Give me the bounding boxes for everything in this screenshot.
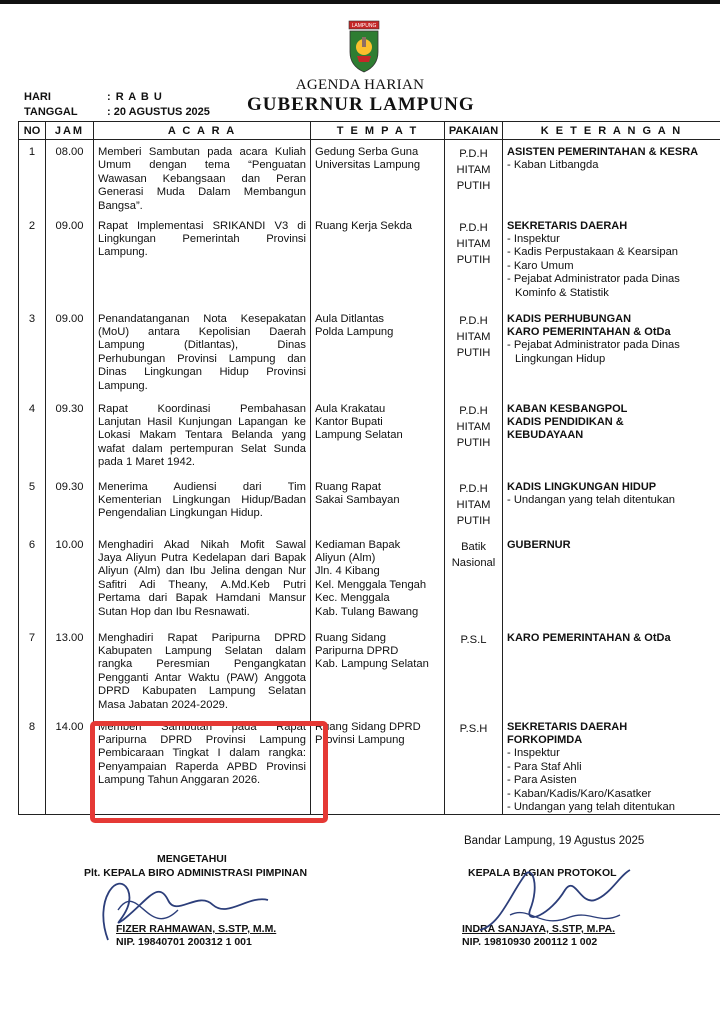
notes-official: KADIS PENDIDIKAN & bbox=[507, 415, 624, 428]
row-activity bbox=[94, 533, 311, 626]
attire-line: P.S.L bbox=[460, 633, 487, 646]
notes-official: SEKRETARIS DAERAH bbox=[507, 219, 628, 232]
attire-line: PUTIH bbox=[456, 346, 491, 359]
highlight-box bbox=[90, 721, 328, 823]
right-signatory-name: INDRA SANJAYA, S.STP, M.PA. bbox=[462, 923, 616, 935]
column-header-keterangan: K E T E R A N G A N bbox=[503, 122, 720, 140]
notes-item: - Pejabat Administrator pada Dinas bbox=[507, 339, 680, 352]
row-time: 09.00 bbox=[46, 307, 94, 397]
left-signature-icon bbox=[88, 860, 288, 950]
notes-item: - Undangan yang telah ditentukan bbox=[507, 493, 675, 506]
notes-official: FORKOPIMDA bbox=[507, 733, 583, 746]
row-number: 3 bbox=[19, 307, 46, 397]
row-time: 09.30 bbox=[46, 397, 94, 475]
attire-line: Nasional bbox=[451, 556, 496, 569]
activity-line: Pertama dari Bapak Hamdani Mansur bbox=[98, 592, 306, 605]
activity-line: Lampung (Ditlantas), Dinas bbox=[98, 339, 306, 352]
row-number: 4 bbox=[19, 397, 46, 475]
column-header-tempat: T E M P A T bbox=[311, 122, 445, 140]
location-line: Aula Ditlantas bbox=[315, 312, 385, 325]
notes-item: - Kadis Perpustakaan & Kearsipan bbox=[507, 246, 679, 259]
location-line: Kantor Bupati bbox=[315, 415, 383, 428]
activity-line: Rapat Implementasi SRIKANDI V3 di bbox=[98, 219, 306, 232]
agenda-table bbox=[18, 121, 720, 815]
right-signature-icon bbox=[470, 855, 650, 945]
attire-line: HITAM bbox=[456, 498, 491, 511]
table-row bbox=[19, 307, 720, 397]
attire-line: P.D.H bbox=[459, 221, 488, 234]
activity-line: Dinas Lingkungan Hidup Provinsi bbox=[98, 366, 306, 379]
row-activity bbox=[94, 397, 311, 475]
activity-line: Generasi Muda Dalam Membangun bbox=[98, 186, 306, 199]
notes-official: KADIS PERHUBUNGAN bbox=[507, 312, 632, 325]
notes-official: ASISTEN PEMERINTAHAN & KESRA bbox=[507, 146, 699, 158]
activity-line: Perhubungan Provinsi Lampung dan bbox=[98, 352, 306, 365]
activity-line: pada 1 Maret 1942. bbox=[98, 456, 196, 469]
location-line: Provinsi Lampung bbox=[315, 733, 405, 746]
row-attire bbox=[445, 214, 503, 307]
notes-official: GUBERNUR bbox=[507, 538, 571, 551]
row-notes bbox=[503, 397, 720, 475]
row-number: 2 bbox=[19, 214, 46, 307]
top-border bbox=[0, 0, 720, 4]
row-location bbox=[311, 214, 445, 307]
row-attire bbox=[445, 307, 503, 397]
row-notes bbox=[503, 533, 720, 626]
location-line: Ruang Sidang DPRD bbox=[315, 720, 421, 733]
activity-line: Bangsa”. bbox=[98, 199, 143, 212]
left-heading: MENGETAHUI bbox=[157, 853, 227, 865]
row-location bbox=[311, 533, 445, 626]
activity-line: Menerima Audiensi dari Tim bbox=[98, 480, 306, 493]
activity-line: Kabupaten Lampung Selatan dalam bbox=[98, 644, 306, 657]
row-attire bbox=[445, 140, 503, 214]
left-signatory-nip: NIP. 19840701 200312 1 001 bbox=[116, 936, 252, 948]
activity-line: Umum dengan tema “Penguatan bbox=[98, 159, 306, 172]
row-notes bbox=[503, 475, 720, 533]
attire-line: HITAM bbox=[456, 164, 491, 176]
attire-line: P.S.H bbox=[459, 722, 488, 735]
row-notes bbox=[503, 715, 720, 815]
activity-line: Menghadiri Akad Nikah Mofit Sawal bbox=[98, 538, 306, 551]
tanggal-value: : 20 AGUSTUS 2025 bbox=[107, 106, 210, 118]
table-row bbox=[19, 626, 720, 715]
activity-line: rangka Peresmian Pengangkatan bbox=[98, 658, 306, 671]
notes-official: KEBUDAYAAN bbox=[507, 429, 584, 442]
row-location bbox=[311, 307, 445, 397]
attire-line: PUTIH bbox=[456, 253, 491, 266]
activity-line: Lampung Tahun Anggaran 2026. bbox=[98, 774, 261, 787]
activity-line: Paripurna DPRD Provinsi Lampung bbox=[98, 733, 306, 746]
row-location bbox=[311, 397, 445, 475]
attire-line: PUTIH bbox=[456, 180, 491, 192]
notes-official: KADIS LINGKUNGAN HIDUP bbox=[507, 480, 657, 493]
row-activity bbox=[94, 626, 311, 715]
row-activity bbox=[94, 307, 311, 397]
row-time: 14.00 bbox=[46, 715, 94, 815]
activity-line: Wawasan Kebangsaan dan Peran bbox=[98, 172, 306, 185]
table-row bbox=[19, 475, 720, 533]
row-number: 6 bbox=[19, 533, 46, 626]
notes-official: KABAN KESBANGPOL bbox=[507, 402, 628, 415]
notes-item: - Inspektur bbox=[507, 232, 560, 245]
location-line: Ruang Sidang bbox=[315, 631, 386, 644]
row-attire bbox=[445, 533, 503, 626]
activity-line: Kementerian Lingkungan Hidup/Badan bbox=[98, 493, 306, 506]
notes-item: - Kaban/Kadis/Karo/Kasatker bbox=[507, 787, 652, 800]
row-location bbox=[311, 475, 445, 533]
row-attire bbox=[445, 715, 503, 815]
governor-title: GUBERNUR LAMPUNG bbox=[247, 94, 475, 115]
activity-line: DPRD Kabupaten Lampung Selatan bbox=[98, 685, 306, 698]
svg-text:LAMPUNG: LAMPUNG bbox=[351, 23, 377, 30]
row-time: 10.00 bbox=[46, 533, 94, 626]
row-notes bbox=[503, 307, 720, 397]
row-time: 13.00 bbox=[46, 626, 94, 715]
activity-line: Pengendalian Lingkungan Hidup. bbox=[98, 507, 263, 520]
activity-line: wafat dalam pertempuran Selat Sunda bbox=[98, 442, 306, 455]
row-time: 08.00 bbox=[46, 140, 94, 214]
table-row bbox=[19, 140, 720, 214]
hari-value: : R A B U bbox=[107, 91, 163, 103]
row-time: 09.00 bbox=[46, 214, 94, 307]
notes-item: - Inspektur bbox=[507, 747, 560, 760]
left-signatory-title: Plt. KEPALA BIRO ADMINISTRASI PIMPINAN bbox=[84, 867, 308, 879]
row-location bbox=[311, 140, 445, 214]
activity-line: Penyampaian Raperda APBD Provinsi bbox=[98, 760, 306, 773]
notes-item: - Kaban Litbangda bbox=[507, 159, 599, 172]
location-line: Kab. Lampung Selatan bbox=[315, 658, 429, 671]
row-attire bbox=[445, 475, 503, 533]
location-line: Polda Lampung bbox=[315, 325, 394, 338]
attire-line: PUTIH bbox=[456, 514, 491, 527]
activity-line: Lokasi Makam Tentara Belanda yang bbox=[98, 429, 306, 442]
location-line: Aliyun (Alm) bbox=[315, 551, 376, 564]
activity-line: (MoU) antara Kepolisian Daerah bbox=[98, 325, 306, 338]
activity-line: Memberi Sambutan pada Rapat bbox=[98, 720, 306, 733]
location-line: Gedung Serba Guna bbox=[315, 146, 419, 158]
agenda-title: AGENDA HARIAN bbox=[295, 77, 425, 93]
location-line: Sakai Sambayan bbox=[315, 493, 400, 506]
activity-line: Masa Jabatan 2024-2029. bbox=[98, 698, 228, 711]
attire-line: Batik bbox=[461, 540, 486, 553]
activity-line: Memberi Sambutan pada acara Kuliah bbox=[98, 146, 306, 158]
notes-item: - Karo Umum bbox=[507, 259, 574, 272]
activity-line: Lampung. bbox=[98, 246, 148, 259]
notes-official: KARO PEMERINTAHAN & OtDa bbox=[507, 325, 671, 338]
notes-official: KARO PEMERINTAHAN & OtDa bbox=[507, 631, 671, 644]
row-activity bbox=[94, 475, 311, 533]
activity-line: Lanjutan Hasil Kunjungan Lapangan ke bbox=[98, 415, 306, 428]
hari-label: HARI bbox=[24, 91, 51, 103]
attire-line: PUTIH bbox=[456, 436, 491, 449]
attire-line: P.D.H bbox=[459, 148, 488, 160]
attire-line: HITAM bbox=[456, 330, 491, 343]
attire-line: P.D.H bbox=[459, 404, 488, 417]
row-notes bbox=[503, 214, 720, 307]
table-header-row bbox=[19, 122, 720, 140]
signing-date: Bandar Lampung, 19 Agustus 2025 bbox=[464, 835, 645, 847]
notes-item: Kominfo & Statistik bbox=[515, 286, 609, 299]
location-line: Lampung Selatan bbox=[315, 429, 403, 442]
notes-item: - Undangan yang telah ditentukan bbox=[507, 800, 675, 813]
row-attire bbox=[445, 626, 503, 715]
activity-line: Aliyun (Alm) dan Ibu Jelina dengan Nur bbox=[98, 565, 306, 578]
attire-line: P.D.H bbox=[459, 314, 488, 327]
lampung-emblem-icon bbox=[348, 20, 380, 74]
row-location bbox=[311, 626, 445, 715]
table-row bbox=[19, 533, 720, 626]
notes-item: - Para Staf Ahli bbox=[507, 760, 582, 773]
right-signatory-title: KEPALA BAGIAN PROTOKOL bbox=[468, 867, 617, 879]
location-line: Kediaman Bapak bbox=[315, 538, 401, 551]
notes-item: - Pejabat Administrator pada Dinas bbox=[507, 273, 680, 286]
location-line: Kec. Menggala bbox=[315, 592, 390, 605]
row-number: 5 bbox=[19, 475, 46, 533]
column-header-acara: A C A R A bbox=[94, 122, 311, 140]
attire-line: HITAM bbox=[456, 420, 491, 433]
tanggal-label: TANGGAL bbox=[24, 106, 78, 118]
row-number: 8 bbox=[19, 715, 46, 815]
activity-line: Pembicaraan Tingkat I dalam rangka: bbox=[98, 747, 306, 760]
row-number: 1 bbox=[19, 140, 46, 214]
row-activity bbox=[94, 140, 311, 214]
row-notes bbox=[503, 140, 720, 214]
column-header-jam: JAM bbox=[46, 122, 94, 140]
activity-line: Safitri Adi Theany, A.Md.Keb Putri bbox=[98, 578, 306, 591]
left-signatory-name: FIZER RAHMAWAN, S.STP, M.M. bbox=[116, 923, 277, 935]
right-signatory-nip: NIP. 19810930 200112 1 002 bbox=[462, 936, 598, 948]
activity-line: Jaya Aliyun Putra Kedelapan dari Bapak bbox=[98, 551, 306, 564]
row-location bbox=[311, 715, 445, 815]
activity-line: Sutan Hop dan Ibu Resnawati. bbox=[98, 605, 250, 618]
activity-line: Lampung. bbox=[98, 379, 148, 392]
location-line: Ruang Kerja Sekda bbox=[315, 219, 413, 232]
location-line: Paripurna DPRD bbox=[315, 644, 399, 657]
notes-item: - Para Asisten bbox=[507, 774, 577, 787]
row-number: 7 bbox=[19, 626, 46, 715]
row-activity bbox=[94, 214, 311, 307]
activity-line: Menghadiri Rapat Paripurna DPRD bbox=[98, 631, 306, 644]
row-attire bbox=[445, 397, 503, 475]
location-line: Ruang Rapat bbox=[315, 480, 381, 493]
location-line: Jln. 4 Kibang bbox=[315, 565, 380, 578]
location-line: Kel. Menggala Tengah bbox=[315, 578, 427, 591]
activity-line: Lingkungan Pemerintah Provinsi bbox=[98, 232, 306, 245]
attire-line: P.D.H bbox=[459, 482, 488, 495]
column-header-no: NO bbox=[19, 122, 46, 140]
activity-line: Penandatanganan Nota Kesepakatan bbox=[98, 312, 306, 325]
location-line: Universitas Lampung bbox=[315, 159, 421, 172]
notes-item: Lingkungan Hidup bbox=[515, 352, 606, 365]
attire-line: HITAM bbox=[456, 237, 491, 250]
table-row bbox=[19, 214, 720, 307]
notes-official: SEKRETARIS DAERAH bbox=[507, 720, 628, 733]
location-line: Kab. Tulang Bawang bbox=[315, 605, 419, 618]
row-notes bbox=[503, 626, 720, 715]
row-time: 09.30 bbox=[46, 475, 94, 533]
activity-line: Rapat Koordinasi Pembahasan bbox=[98, 402, 306, 415]
activity-line: Pengganti Antar Waktu (PAW) Anggota bbox=[98, 671, 306, 684]
column-header-pakaian: PAKAIAN bbox=[445, 122, 503, 140]
location-line: Aula Krakatau bbox=[315, 402, 386, 415]
table-row bbox=[19, 397, 720, 475]
